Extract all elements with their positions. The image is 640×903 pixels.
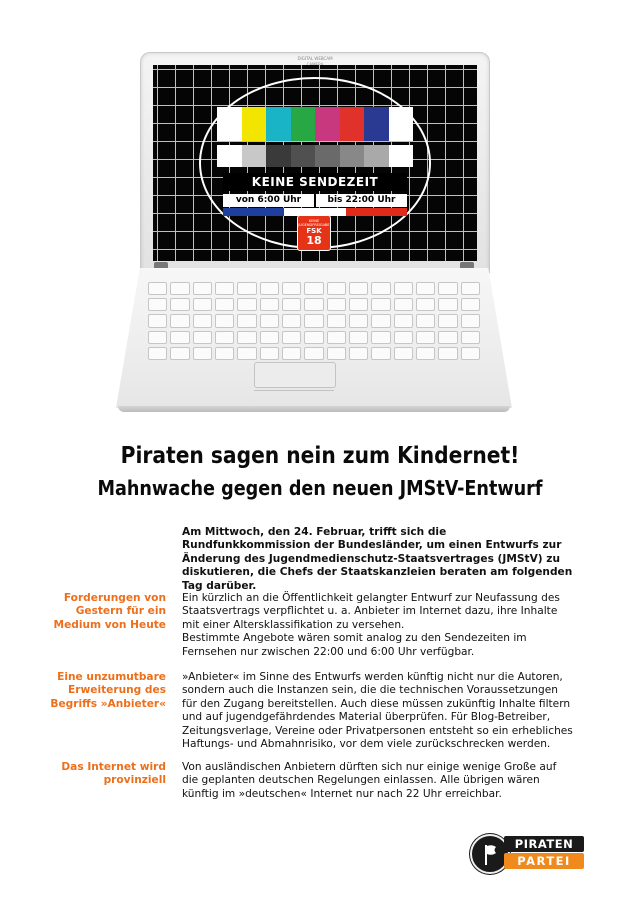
keyboard-key [215,282,234,295]
keyboard-key [193,314,212,327]
keyboard-key [349,314,368,327]
keyboard-key [394,282,413,295]
keyboard-key [438,331,457,344]
keyboard-key [215,331,234,344]
keyboard-key [349,347,368,360]
piratenpartei-logo [470,832,586,874]
keyboard-key [282,331,301,344]
logo-text-partei: PARTEI [504,853,584,869]
keyboard-key [215,314,234,327]
logo-text-piraten: PIRATEN [504,836,584,852]
gray-bars [217,145,413,167]
keyboard-key [148,314,167,327]
keyboard-key [282,282,301,295]
screen-banner: KEINE SENDEZEIT [223,173,407,191]
keyboard-key [371,314,390,327]
color-bar [315,107,340,141]
keyboard-key [371,347,390,360]
time-to: bis 22:00 Uhr [327,195,396,205]
keyboard-key [215,298,234,311]
laptop-front-edge [118,406,510,412]
keyboard-key [304,314,323,327]
keyboard-key [170,282,189,295]
page-title: Piraten sagen nein zum Kindernet! [120,443,520,469]
section-1-paragraph-2: Bestimmte Angebote wären somit analog zu den Sendezeiten im Fernsehen nur zwischen 22:00 und 6:00 Uhr verfügbar. [182,632,527,658]
keyboard-key [170,331,189,344]
keyboard-key [170,314,189,327]
keyboard-key [148,347,167,360]
keyboard-key [371,331,390,344]
keyboard-key [148,298,167,311]
laptop-screen [153,65,477,261]
intro-paragraph: Am Mittwoch, den 24. Februar, trifft sich die Rundfunkkommission der Bundesländer, um einen Entwurfs zur Änderung des Jugendmedienschutz-Staatsvertrages (JMStV) zu diskutieren, die Chefs der Staatskanzleien beraten am folgenden Tag darüber. [182,526,573,592]
keyboard-key [461,347,480,360]
keyboard-key [461,282,480,295]
keyboard-key [282,347,301,360]
keyboard-key [394,298,413,311]
keyboard-key [304,282,323,295]
keyboard-key [327,347,346,360]
gray-bar [291,145,316,167]
keyboard-key [304,331,323,344]
keyboard-key [416,331,435,344]
section-2-paragraph-1: »Anbieter« im Sinne des Entwurfs werden künftig nicht nur die Autoren, sondern auch die Instanzen sein, die die technischen Voraussetzungen für den Zugang bereitstellen. Auch diese müssen zukünftig Inhalte filtern und auf jugendgefährdendes Material überprüfen. Für Blog-Betreiber, Zeitungsverlage, Vereine oder Privatpersonen entsteht so ein erhebliches Haftungs- und Abmahnrisiko, vor dem viele zurückschrecken werden. [182,671,573,751]
keyboard-key [461,298,480,311]
keyboard-key [282,314,301,327]
keyboard-key [438,347,457,360]
keyboard-key [260,282,279,295]
keyboard-key [215,347,234,360]
keyboard-key [260,314,279,327]
keyboard-key [349,331,368,344]
keyboard-key [282,298,301,311]
keyboard-key [148,282,167,295]
color-bar [242,107,267,141]
keyboard-key [170,298,189,311]
color-bar [364,107,389,141]
color-bars [217,107,413,141]
keyboard-key [193,347,212,360]
keyboard-key [438,282,457,295]
fsk-badge [297,215,331,251]
color-bar [266,107,291,141]
keyboard-key [438,298,457,311]
pirate-flag-icon [482,844,498,866]
keyboard-key [260,298,279,311]
keyboard-key [349,282,368,295]
section-heading-3: Das Internet wird provinziell [61,761,166,787]
time-from: von 6:00 Uhr [235,195,302,205]
keyboard-key [237,298,256,311]
keyboard-key [260,347,279,360]
keyboard-key [237,331,256,344]
keyboard-key [438,314,457,327]
keyboard-key [148,331,167,344]
broadcast-times [223,194,407,207]
fsk-label: FSK [306,227,322,235]
color-bar [389,107,414,141]
keyboard-key [349,298,368,311]
touchpad [254,362,336,388]
keyboard-key [327,331,346,344]
keyboard-key [237,314,256,327]
keyboard-key [394,331,413,344]
section-body-3 [182,761,574,801]
gray-bar [315,145,340,167]
keyboard-key [193,331,212,344]
color-bar [340,107,365,141]
gray-bar [266,145,291,167]
flag-stripe-band [346,208,407,216]
laptop-lid [140,52,490,274]
webcam-label: DIGITAL WEBCAM [297,56,333,61]
color-bar [217,107,242,141]
keyboard-key [371,298,390,311]
section-body-2 [182,671,574,751]
keyboard-key [170,347,189,360]
gray-bar [364,145,389,167]
color-bar [291,107,316,141]
keyboard-key [416,347,435,360]
keyboard-key [304,347,323,360]
touchpad-buttons [254,390,334,395]
keyboard-key [193,298,212,311]
keyboard-key [327,298,346,311]
keyboard-key [394,347,413,360]
gray-bar [340,145,365,167]
keyboard-key [260,331,279,344]
keyboard-key [327,314,346,327]
page-subtitle: Mahnwache gegen den neuen JMStV-Entwurf [97,476,543,500]
gray-bar [242,145,267,167]
gray-bar [389,145,414,167]
section-body-1 [182,592,574,659]
keyboard-key [193,282,212,295]
keyboard-key [237,282,256,295]
keyboard-key [416,282,435,295]
keyboard-key [304,298,323,311]
keyboard-key [416,314,435,327]
keyboard-key [394,314,413,327]
keyboard-key [416,298,435,311]
section-1-paragraph-1: Ein kürzlich an die Öffentlichkeit gelangter Entwurf zur Neufassung des Staatsvertrags verpflichtet u. a. Anbieter im Internet dazu, ihre Inhalte mit einer Altersklassifikation zu versehen. [182,592,560,631]
laptop-illustration [0,0,640,425]
fsk-small-text: KEINE JUGENDFREIGABE [298,219,330,227]
fsk-number: 18 [306,234,322,247]
keyboard-key [237,347,256,360]
flag-stripe-band [223,208,284,216]
keyboard [148,282,480,360]
section-heading-1: Forderungen von Gestern für ein Medium von Heute [53,592,166,631]
section-heading-2: Eine unzumutbare Erweiterung des Begriffs »Anbieter« [50,671,166,710]
keyboard-key [371,282,390,295]
keyboard-key [461,314,480,327]
gray-bar [217,145,242,167]
keyboard-key [461,331,480,344]
section-3-paragraph-1: Von ausländischen Anbietern dürften sich nur einige wenige Große auf die geplanten deutschen Regelungen einlassen. Alle übrigen wären künftig im »deutschen« Internet nur nach 22 Uhr erreichbar. [182,761,557,800]
keyboard-key [327,282,346,295]
